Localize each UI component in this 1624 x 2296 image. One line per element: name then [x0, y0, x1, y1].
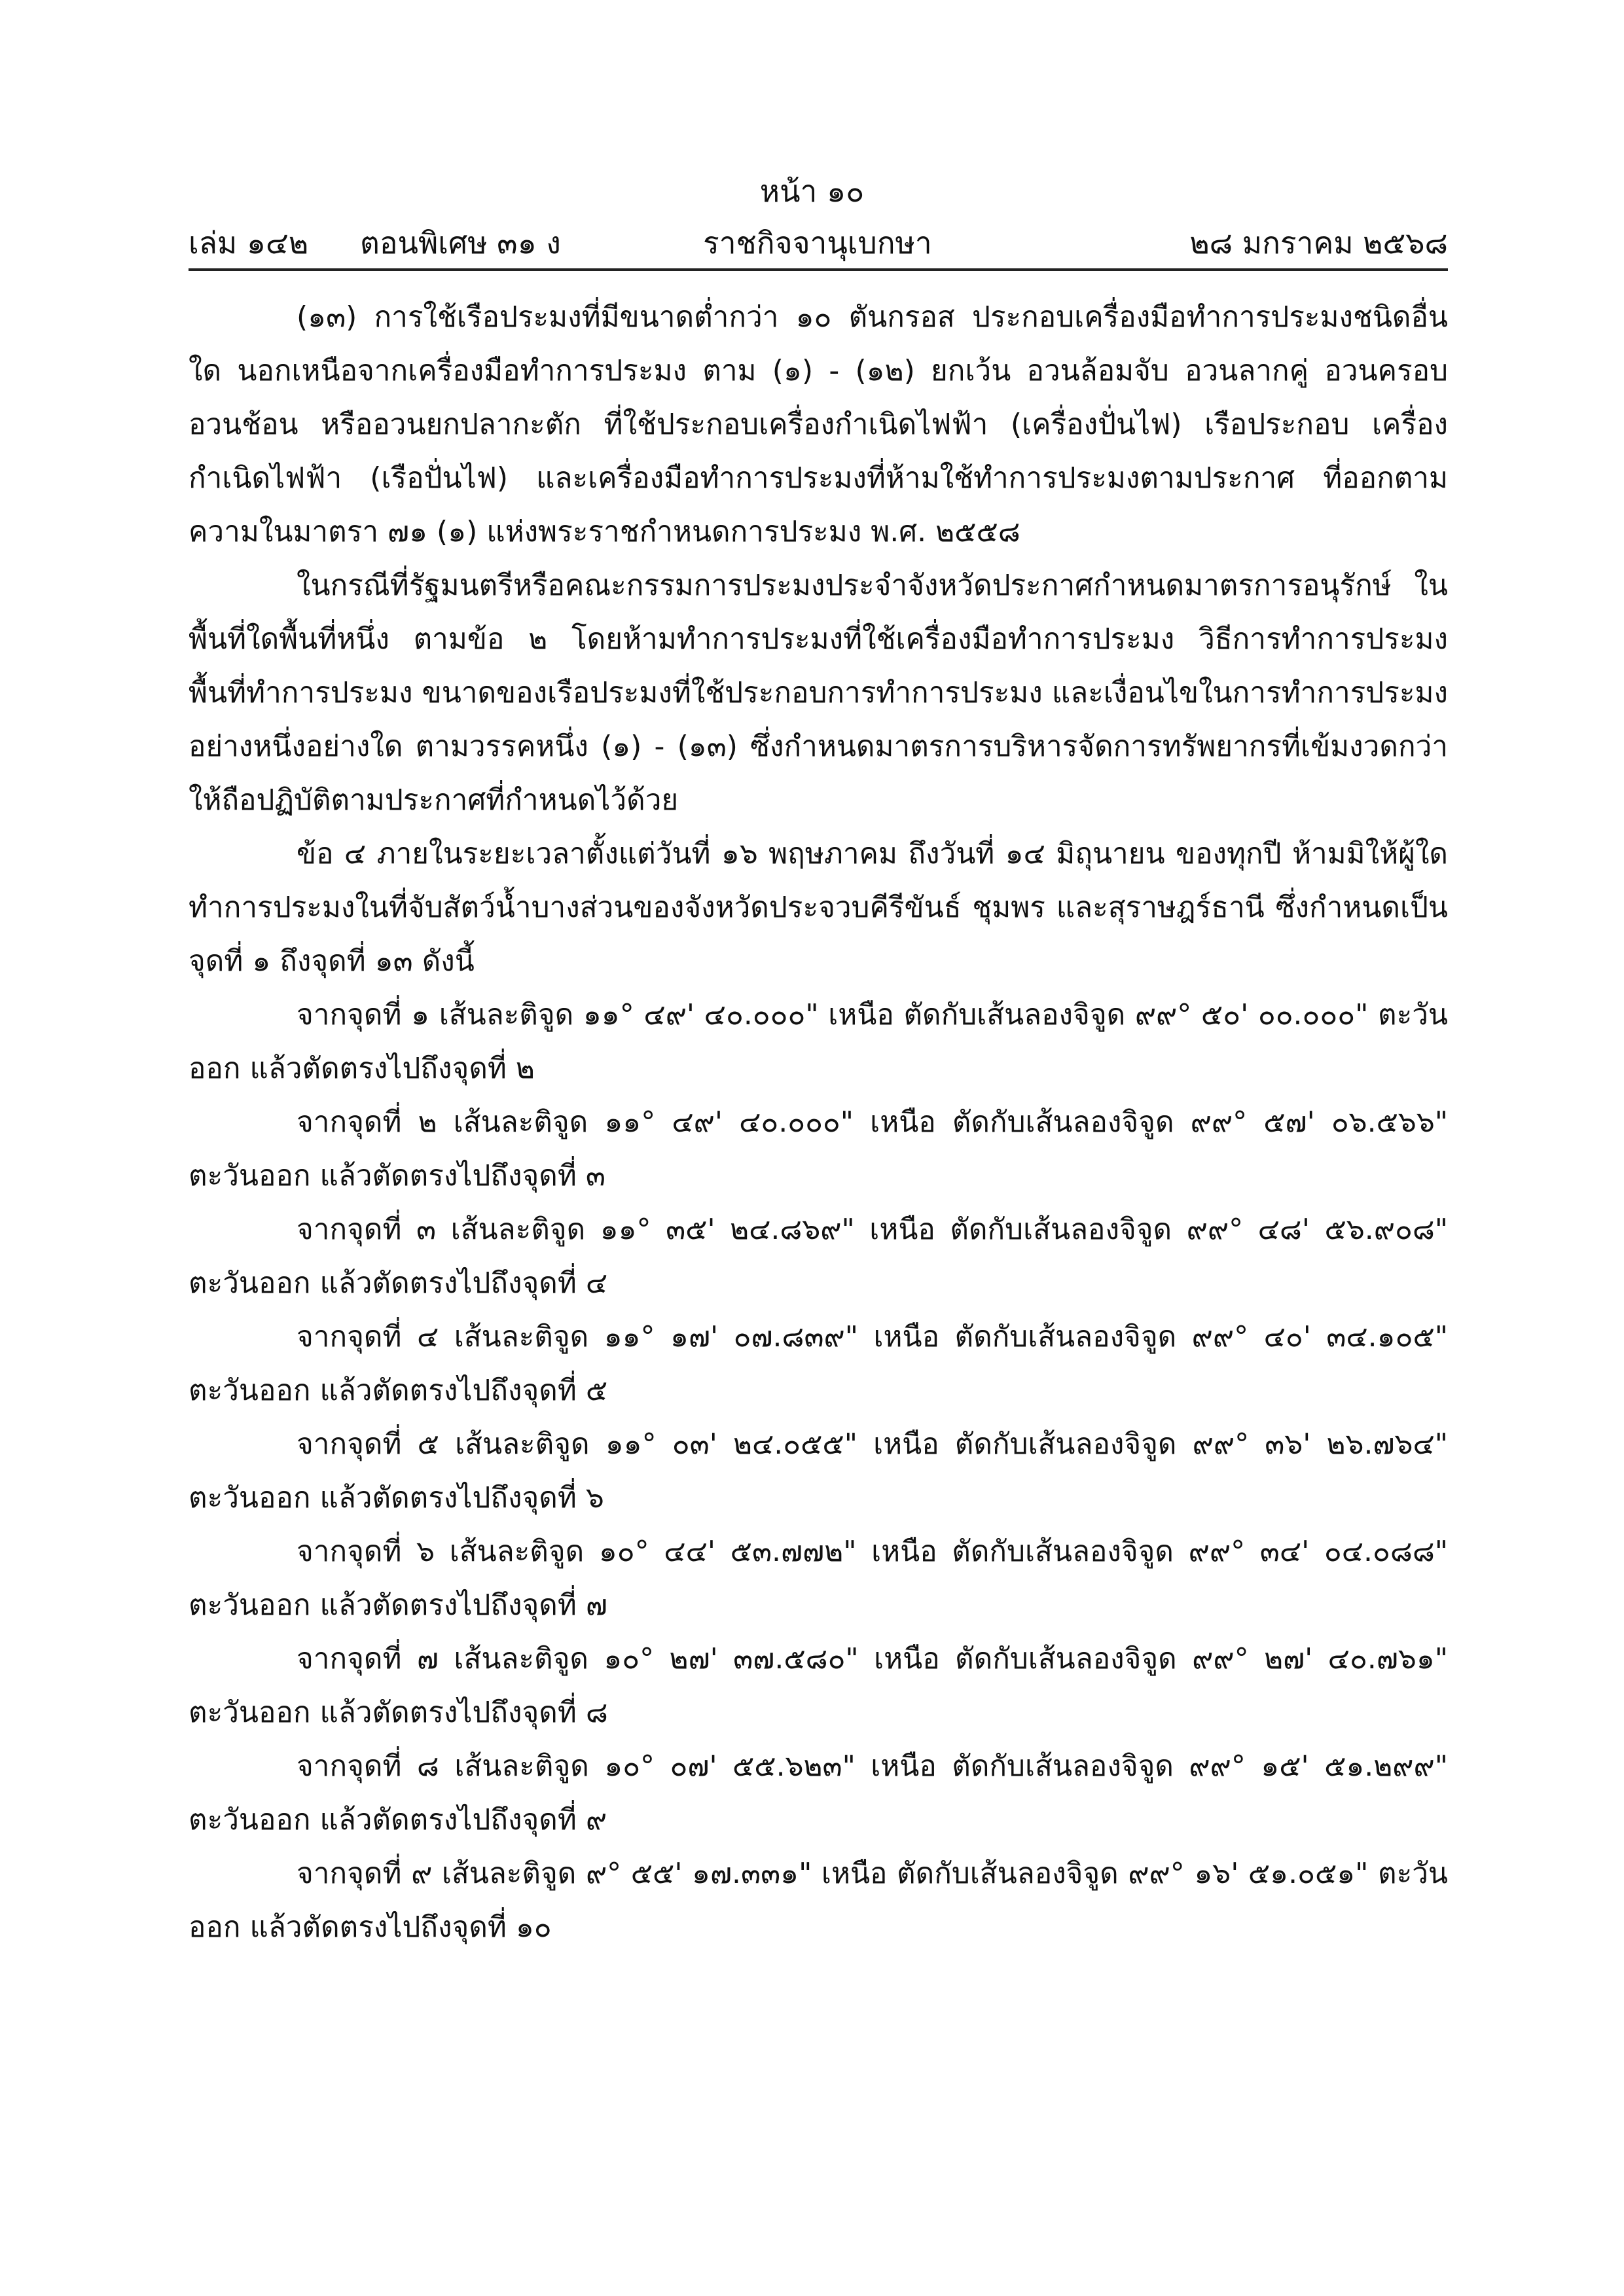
- volume-label: เล่ม ๑๔๒: [189, 225, 309, 260]
- publication-date: ๒๘ มกราคม ๒๕๖๘: [1189, 225, 1448, 260]
- coordinate-point-6: จากจุดที่ ๖ เส้นละติจูด ๑๐° ๔๔' ๕๓.๗๗๒" เหนือ ตัดกับเส้นลองจิจูด ๙๙° ๓๔' ๐๔.๐๘๘" ตะวันออก แล้วตัดตรงไปถึงจุดที่ ๗: [189, 1535, 1449, 1622]
- coordinate-point-4: จากจุดที่ ๔ เส้นละติจูด ๑๑° ๑๗' ๐๗.๘๓๙" เหนือ ตัดกับเส้นลองจิจูด ๙๙° ๔๐' ๓๔.๑๐๕" ตะวันออก แล้วตัดตรงไปถึงจุดที่ ๕: [189, 1320, 1448, 1407]
- issue-label: ตอนพิเศษ ๓๑ ง: [360, 225, 561, 260]
- header-divider: [189, 268, 1448, 271]
- coordinate-point-8: จากจุดที่ ๘ เส้นละติจูด ๑๐° ๐๗' ๕๕.๖๒๓" เหนือ ตัดกับเส้นลองจิจูด ๙๙° ๑๕' ๕๑.๒๙๙" ตะวันออก แล้วตัดตรงไปถึงจุดที่ ๙: [189, 1749, 1448, 1837]
- stricter-measures-paragraph: ในกรณีที่รัฐมนตรีหรือคณะกรรมการประมงประจำจังหวัดประกาศกำหนดมาตรการอนุรักษ์ ในพื้นที่ใดพื้นที่หนึ่ง ตามข้อ ๒ โดยห้ามทำการประมงที่ใช้เครื่องมือทำการประมง วิธีการทำการประมง พื้นที่ทำการประมง ขนาดของเรือประมงที่ใช้ประกอบการทำการประมง และเงื่อนไขในการทำการประมง อย่างหนึ่งอย่างใด ตามวรรคหนึ่ง (๑) - (๑๓) ซึ่งกำหนดมาตรการบริหารจัดการทรัพยากรที่เข้มงวดกว่า ให้ถือปฏิบัติตามประกาศที่กำหนดไว้ด้วย: [189, 569, 1448, 817]
- coordinate-point-7: จากจุดที่ ๗ เส้นละติจูด ๑๐° ๒๗' ๓๗.๕๘๐" เหนือ ตัดกับเส้นลองจิจูด ๙๙° ๒๗' ๔๐.๗๖๑" ตะวันออก แล้วตัดตรงไปถึงจุดที่ ๘: [189, 1642, 1449, 1729]
- coordinate-point-1: จากจุดที่ ๑ เส้นละติจูด ๑๑° ๔๙' ๔๐.๐๐๐" เหนือ ตัดกับเส้นลองจิจูด ๙๙° ๕๐' ๐๐.๐๐๐" ตะวันออก แล้วตัดตรงไปถึงจุดที่ ๒: [189, 998, 1448, 1085]
- clause-13-paragraph: (๑๓) การใช้เรือประมงที่มีขนาดต่ำกว่า ๑๐ ตันกรอส ประกอบเครื่องมือทำการประมงชนิดอื่นใด นอกเหนือจากเครื่องมือทำการประมง ตาม (๑) - (๑๒) ยกเว้น อวนล้อมจับ อวนลากคู่ อวนครอบ อวนช้อน หรืออวนยกปลากะตัก ที่ใช้ประกอบเครื่องกำเนิดไฟฟ้า (เครื่องปั่นไฟ) เรือประกอบ เครื่องกำเนิดไฟฟ้า (เรือปั่นไฟ) และเครื่องมือทำการประมงที่ห้ามใช้ทำการประมงตามประกาศ ที่ออกตามความในมาตรา ๗๑ (๑) แห่งพระราชกำหนดการประมง พ.ศ. ๒๕๕๘: [189, 300, 1448, 548]
- document-body: [189, 291, 1448, 1954]
- gazette-header: [189, 220, 1448, 266]
- coordinate-point-9: จากจุดที่ ๙ เส้นละติจูด ๙° ๕๕' ๑๗.๓๓๑" เหนือ ตัดกับเส้นลองจิจูด ๙๙° ๑๖' ๕๑.๐๕๑" ตะวันออก แล้วตัดตรงไปถึงจุดที่ ๑๐: [189, 1857, 1448, 1944]
- gazette-title: ราชกิจจานุเบกษา: [703, 225, 932, 260]
- coordinate-point-5: จากจุดที่ ๕ เส้นละติจูด ๑๑° ๐๓' ๒๔.๐๕๕" เหนือ ตัดกับเส้นลองจิจูด ๙๙° ๓๖' ๒๖.๗๖๔" ตะวันออก แล้วตัดตรงไปถึงจุดที่ ๖: [189, 1427, 1448, 1515]
- page-number: หน้า ๑๐: [759, 173, 865, 209]
- coordinate-point-3: จากจุดที่ ๓ เส้นละติจูด ๑๑° ๓๕' ๒๔.๘๖๙" เหนือ ตัดกับเส้นลองจิจูด ๙๙° ๔๘' ๕๖.๙๐๘" ตะวันออก แล้วตัดตรงไปถึงจุดที่ ๔: [189, 1213, 1448, 1300]
- coordinate-point-2: จากจุดที่ ๒ เส้นละติจูด ๑๑° ๔๙' ๔๐.๐๐๐" เหนือ ตัดกับเส้นลองจิจูด ๙๙° ๕๗' ๐๖.๕๖๖" ตะวันออก แล้วตัดตรงไปถึงจุดที่ ๓: [189, 1105, 1448, 1193]
- article-4-paragraph: ข้อ ๔ ภายในระยะเวลาตั้งแต่วันที่ ๑๖ พฤษภาคม ถึงวันที่ ๑๔ มิถุนายน ของทุกปี ห้ามมิให้ผู้ใดทำการประมงในที่จับสัตว์น้ำบางส่วนของจังหวัดประจวบคีรีขันธ์ ชุมพร และสุราษฎร์ธานี ซึ่งกำหนดเป็นจุดที่ ๑ ถึงจุดที่ ๑๓ ดังนี้: [189, 837, 1448, 978]
